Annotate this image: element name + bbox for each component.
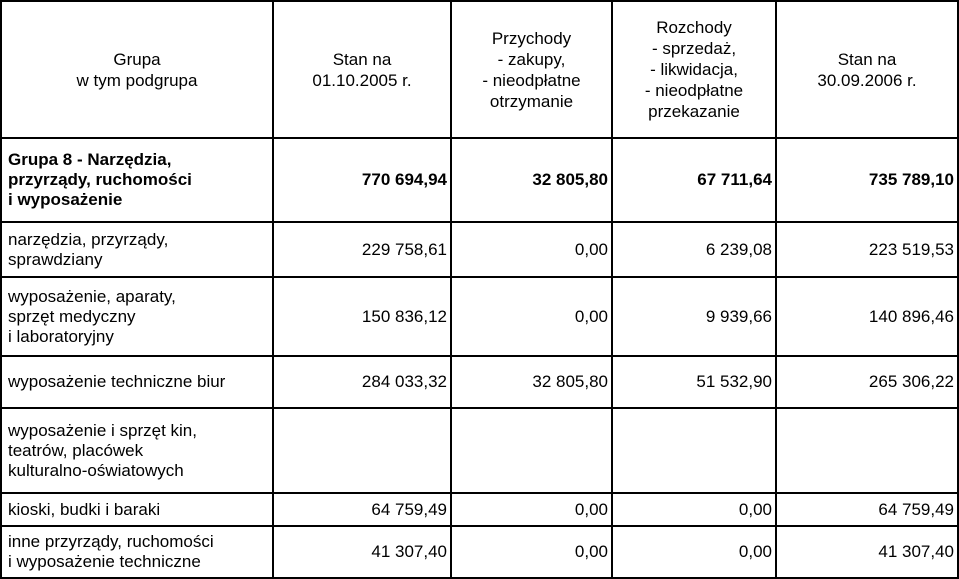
header-start-balance: Stan na 01.10.2005 r. xyxy=(273,1,451,138)
table-row xyxy=(1,222,958,277)
cell-expense: 6 239,08 xyxy=(612,222,776,277)
cell-start xyxy=(273,408,451,493)
cell-end: 223 519,53 xyxy=(776,222,958,277)
row-label: wyposażenie i sprzęt kin, teatrów, placówek kulturalno-oświatowych xyxy=(1,408,273,493)
cell-income xyxy=(451,408,612,493)
row-label: Grupa 8 - Narzędzia, przyrządy, ruchomości i wyposażenie xyxy=(1,138,273,222)
cell-income: 32 805,80 xyxy=(451,356,612,408)
cell-start: 41 307,40 xyxy=(273,526,451,578)
row-label: kioski, budki i baraki xyxy=(1,493,273,526)
table-row xyxy=(1,493,958,526)
cell-expense: 51 532,90 xyxy=(612,356,776,408)
cell-start: 64 759,49 xyxy=(273,493,451,526)
cell-expense: 0,00 xyxy=(612,493,776,526)
table-row xyxy=(1,356,958,408)
table-row xyxy=(1,138,958,222)
header-income: Przychody - zakupy, - nieodpłatne otrzymanie xyxy=(451,1,612,138)
row-label: wyposażenie, aparaty, sprzęt medyczny i laboratoryjny xyxy=(1,277,273,356)
cell-income: 32 805,80 xyxy=(451,138,612,222)
cell-income: 0,00 xyxy=(451,277,612,356)
table-row xyxy=(1,526,958,578)
cell-start: 229 758,61 xyxy=(273,222,451,277)
header-end-balance: Stan na 30.09.2006 r. xyxy=(776,1,958,138)
cell-end: 735 789,10 xyxy=(776,138,958,222)
cell-expense: 67 711,64 xyxy=(612,138,776,222)
cell-end xyxy=(776,408,958,493)
header-row xyxy=(1,1,958,138)
header-group: Grupa w tym podgrupa xyxy=(1,1,273,138)
cell-end: 265 306,22 xyxy=(776,356,958,408)
table-row xyxy=(1,277,958,356)
cell-expense: 9 939,66 xyxy=(612,277,776,356)
header-expense: Rozchody - sprzedaż, - likwidacja, - nieodpłatne przekazanie xyxy=(612,1,776,138)
row-label: narzędzia, przyrządy, sprawdziany xyxy=(1,222,273,277)
cell-end: 64 759,49 xyxy=(776,493,958,526)
cell-start: 284 033,32 xyxy=(273,356,451,408)
cell-end: 41 307,40 xyxy=(776,526,958,578)
cell-income: 0,00 xyxy=(451,493,612,526)
row-label: inne przyrządy, ruchomości i wyposażenie techniczne xyxy=(1,526,273,578)
cell-income: 0,00 xyxy=(451,222,612,277)
cell-end: 140 896,46 xyxy=(776,277,958,356)
cell-income: 0,00 xyxy=(451,526,612,578)
table-row xyxy=(1,408,958,493)
cell-expense: 0,00 xyxy=(612,526,776,578)
row-label: wyposażenie techniczne biur xyxy=(1,356,273,408)
cell-start: 150 836,12 xyxy=(273,277,451,356)
cell-expense xyxy=(612,408,776,493)
cell-start: 770 694,94 xyxy=(273,138,451,222)
